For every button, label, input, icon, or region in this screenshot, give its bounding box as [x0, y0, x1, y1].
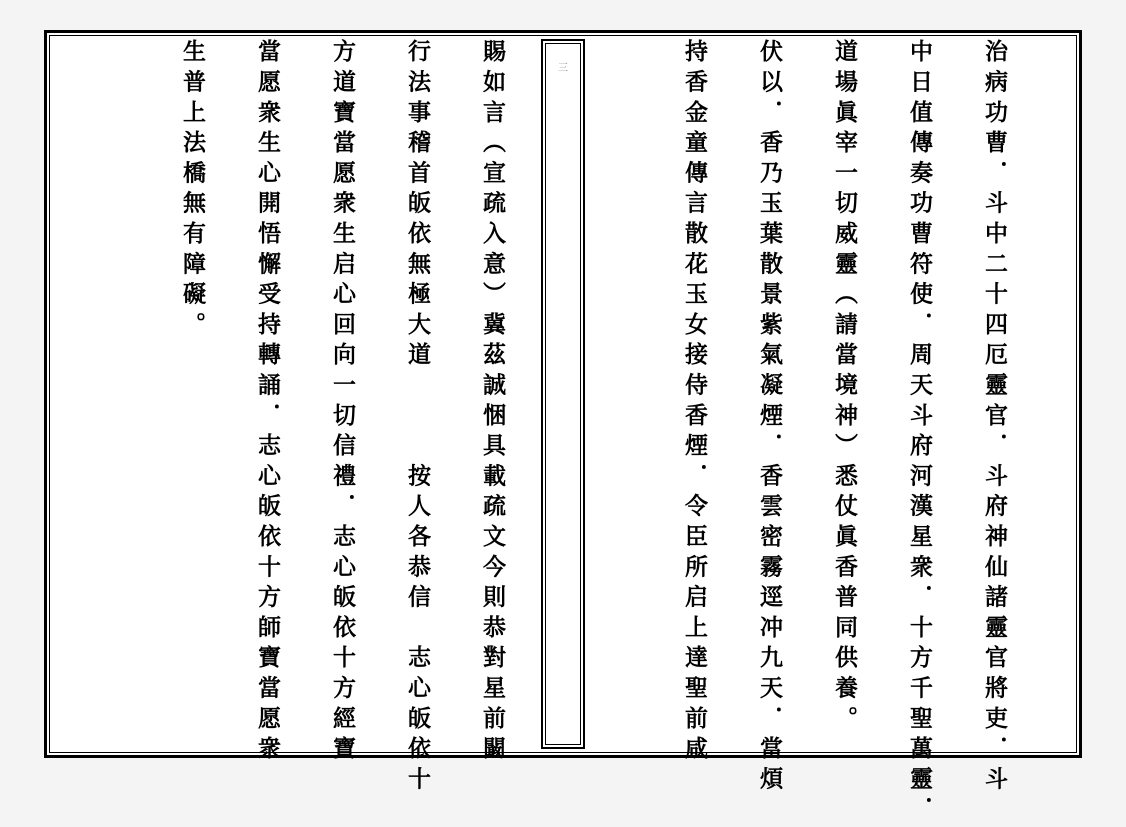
left-page-column-2: 行法事稽首皈依無極大道 按人各恭信 志心皈依十 [404, 39, 431, 797]
left-page-column-3: 方道寶當愿衆生启心回向一切信禮．志心皈依十方經寶 [329, 39, 356, 767]
page-number: 三 [558, 63, 568, 74]
left-page-column-1: 賜如言（宣疏入意）冀茲誠悃具載疏文今則恭對星前闞 [479, 39, 506, 767]
right-page-column-4: 伏以．香乃玉葉散景紫氣凝煙．香雲密霧逕冲九天．當煩 [756, 39, 783, 797]
right-page-column-2: 中日值傳奏功曹符使．周天斗府河漢星衆．十方千聖萬靈． [906, 39, 933, 827]
right-page-column-5: 持香金童傳言散花玉女接侍香煙．令臣所启上達聖前咸 [681, 39, 708, 767]
scripture-page-spread [44, 30, 1082, 827]
right-page-column-3: 道場眞宰一切威靈（請當境神）悉仗眞香普同供養。 [831, 39, 858, 736]
left-page-column-5: 生普上法橋無有障礙。 [179, 39, 206, 342]
left-page-column-4: 當愿衆生心開悟懈受持轉誦．志心皈依十方師寶當愿衆 [254, 39, 281, 767]
right-page-column-1: 治病功曹．斗中二十四厄靈官．斗府神仙諸靈官將吏．斗 [981, 39, 1008, 797]
center-gutter [541, 39, 585, 749]
